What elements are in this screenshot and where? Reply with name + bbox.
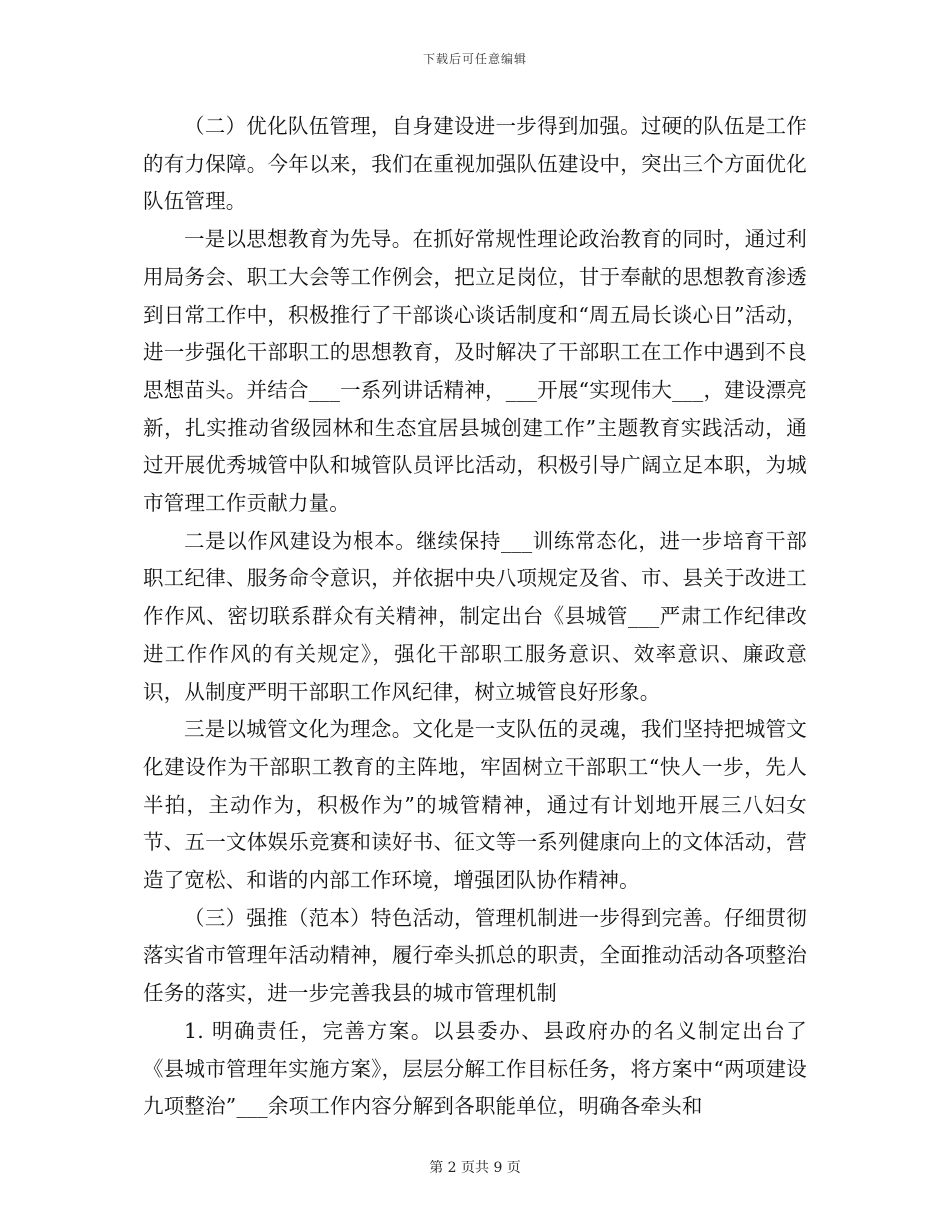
page-footer: 第 2 页共 9 页	[429, 1160, 521, 1176]
paragraph: （三）强推（范本）特色活动，管理机制进一步得到完善。仔细贯彻落实省市管理年活动精神，履行牵头抓总的职责，全面推动活动各项整治任务的落实，进一步完善我县的城市管理机制	[143, 905, 807, 1006]
paragraph: 二是以作风建设为根本。继续保持___训练常态化，进一步培育干部职工纪律、服务命令意识，并依据中央八项规定及省、市、县关于改进工作作风、密切联系群众有关精神，制定出台《县城管___严肃工作纪律改进工作作风的有关规定》，强化干部职工服务意识、效率意识、廉政意识，从制度严明干部职工作风纪律，树立城管良好形象。	[143, 528, 807, 704]
page-header: 下载后可任意编辑	[422, 52, 527, 66]
paragraph: 三是以城管文化为理念。文化是一支队伍的灵魂，我们坚持把城管文化建设作为干部职工教育的主阵地，牢固树立干部职工“快人一步，先人半拍，主动作为，积极作为”的城管精神，通过有计划地开展三八妇女节、五一文体娱乐竞赛和读好书、征文等一系列健康向上的文体活动，营造了宽松、和谐的内部工作环境，增强团队协作精神。	[143, 717, 807, 893]
paragraph: 一是以思想教育为先导。在抓好常规性理论政治教育的同时，通过利用局务会、职工大会等工作例会，把立足岗位，甘于奉献的思想教育渗透到日常工作中，积极推行了干部谈心谈话制度和“周五局长谈心日”活动，进一步强化干部职工的思想教育，及时解决了干部职工在工作中遇到不良思想苗头。并结合___一系列讲话精神，___开展“实现伟大___，建设漂亮新，扎实推动省级园林和生态宜居县城创建工作”主题教育实践活动，通过开展优秀城管中队和城管队员评比活动，积极引导广阔立足本职，为城市管理工作贡献力量。	[143, 227, 807, 516]
paragraph: 1. 明确责任，完善方案。以县委办、县政府办的名义制定出台了《县城市管理年实施方案》，层层分解工作目标任务，将方案中“两项建设九项整治”___余项工作内容分解到各职能单位，明确各牵头和	[143, 1018, 807, 1119]
document-body	[143, 108, 807, 1126]
paragraph: （二）优化队伍管理，自身建设进一步得到加强。过硬的队伍是工作的有力保障。今年以来，我们在重视加强队伍建设中，突出三个方面优化队伍管理。	[143, 114, 807, 214]
